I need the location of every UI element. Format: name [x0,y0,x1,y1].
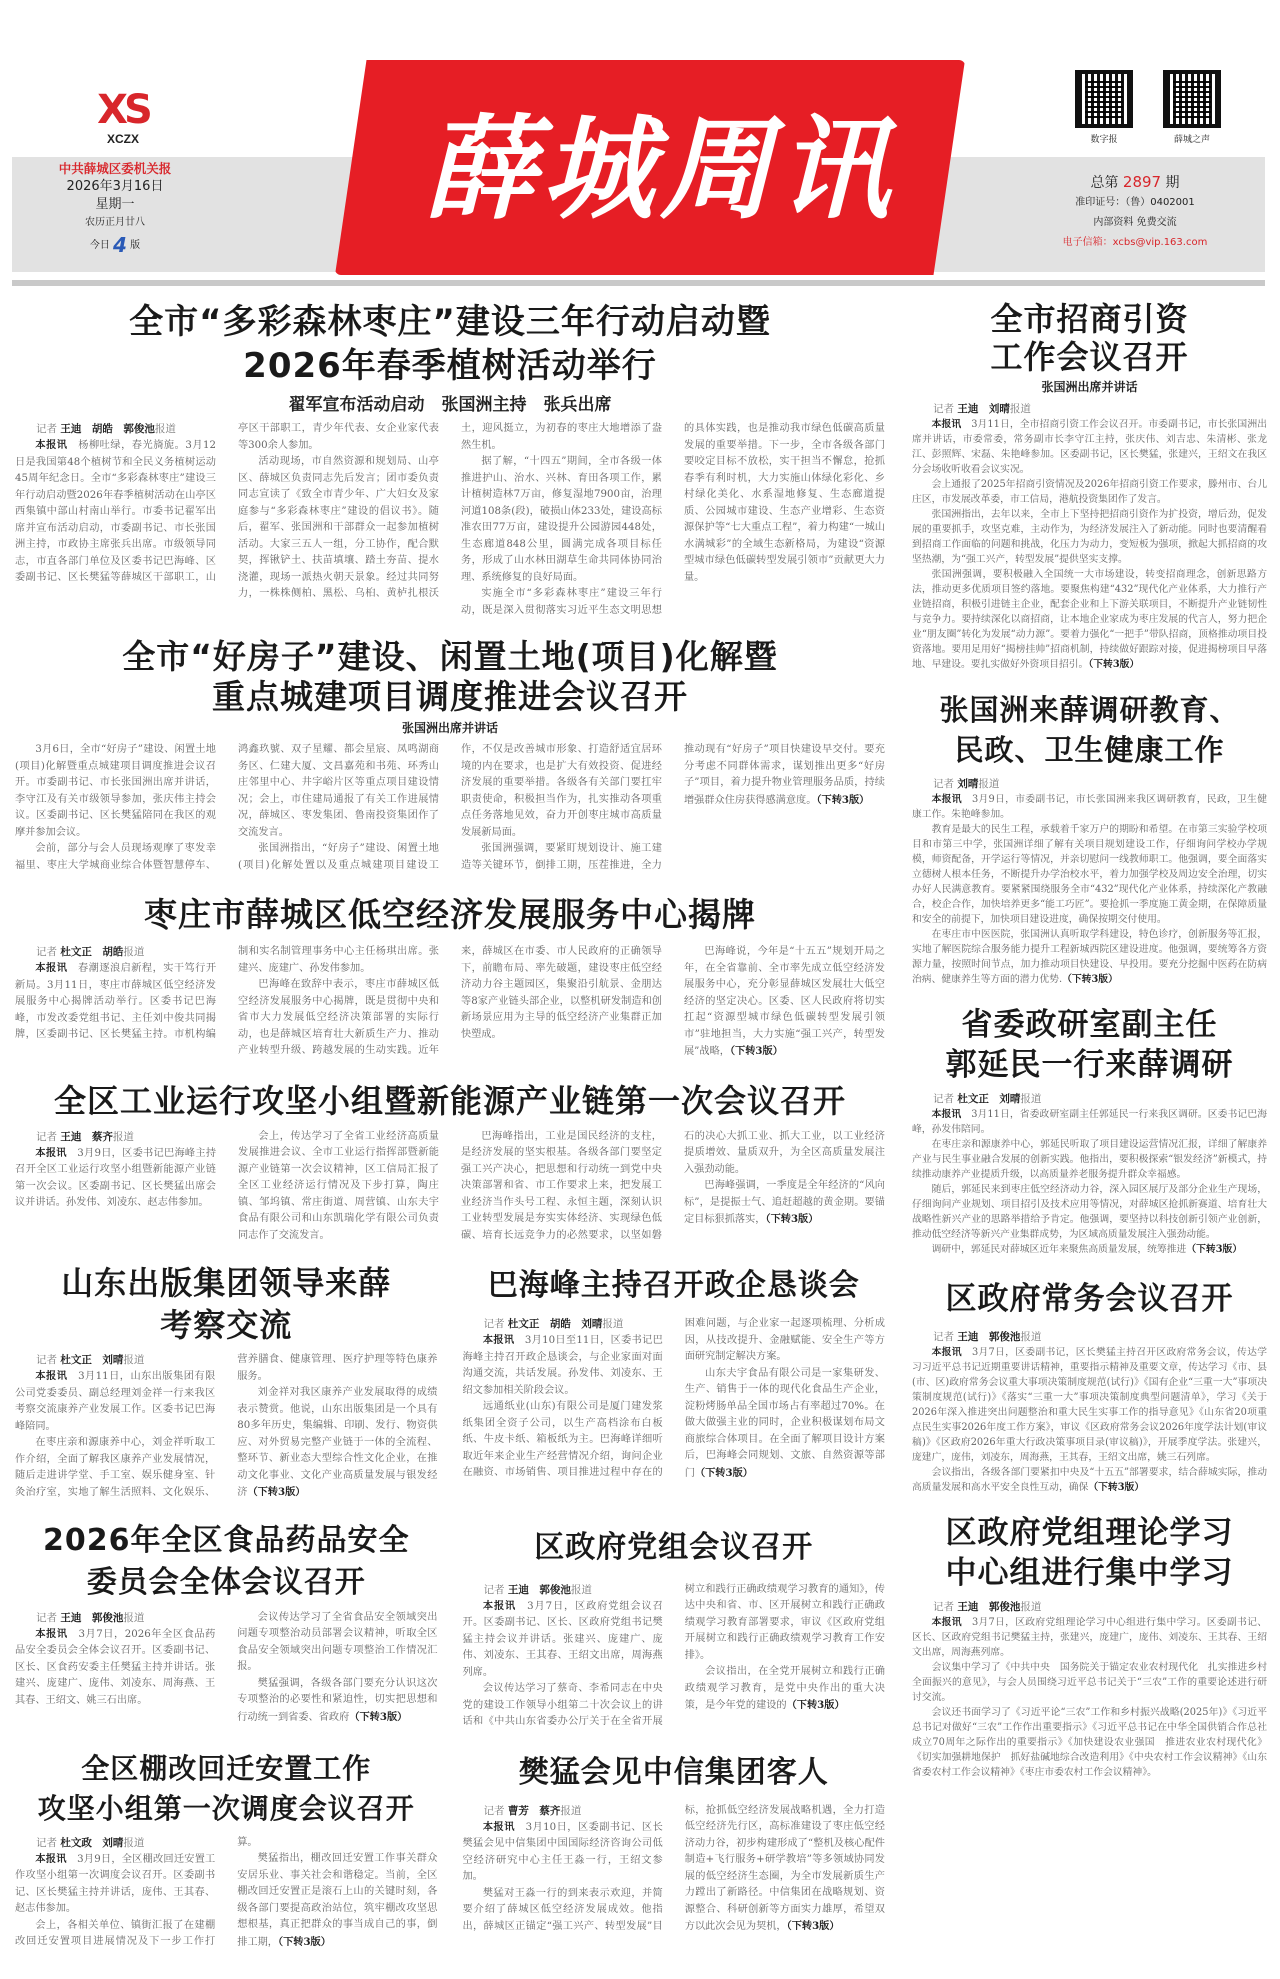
paragraph-text: 会议指出，在全党开展树立和践行正确政绩观学习教育，是党中央作出的重大决策，是今年党的建设的 [684,1666,885,1711]
paragraph [912,1705,1267,1780]
dateline-lead: 本报讯 [35,1852,67,1865]
paragraph-text: 3月7日，区委副书记，区长樊猛主持召开区政府常务会议，传达学习习近平总书记近期重要讲话精神，重要指示精神及重要文章，传达学习《市、县(市、区)政府常务会议重大事项决策制度规范(试行)》《国有企业“三重一大”事项决策制度规范(试行)》《落实“三重一大”事项决策制度典型问题清单》，学习《关于2026年深入推进突出问题整治和重大民生实事工作的指导意见》《山东省20项重点民生实事2026年度工作方案》，审议《区政府常务会议2026年度学法计划(审议稿)》《区政府2026年重大行政决策事项目录(审议稿)》，开展季度学法。张建兴，庞建广，庞伟，刘凌东，周海燕，王其春，王绍文出席，姚三石列席。 [912,1347,1268,1463]
paragraph-text: 会议传达学习了全省食品安全领域突出问题专项整治动员部署会议精神，听取全区食品安全领域突出问题专项整治工作情况汇报。 [237,1611,438,1672]
paragraph-text: 3月7日，2026年全区食品药品安全委员会全体会议召开。区委副书记、区长、区食药安委主任樊猛主持并讲话。张建兴、庞建广、庞伟、刘凌东、周海燕、王其春、王绍文、姚三石出席。 [15,1628,216,1706]
headline[interactable]: 区政府常务会议召开 [945,1281,1234,1317]
reporter-names: 杜文正 刘晴 [60,1354,124,1366]
masthead [0,0,1280,290]
article-body [463,1582,886,1731]
headline[interactable]: 全市“多彩森林枣庄”建设三年行动启动暨 [129,302,771,342]
article-body [15,944,885,1061]
reporter-names: 杜文正 刘晴 [957,1093,1021,1105]
byline-suffix: 报道 [112,1130,134,1143]
paragraph-text: 春潮逐浪启新程，实干笃行开新局。3月11日，枣庄市薛城区低空经济发展服务中心揭牌活动举行。区委书记巴海峰，市发改委党组书记、主任刘中俊共同揭牌，区委副书记、区长樊猛主持。市机构编制和实名制管理事务中心主任杨琪出席。张建兴、庞建广、孙发伟参加。 [15,946,439,1040]
headline[interactable]: 张国洲来薛调研教育、 [939,693,1240,727]
article-investment-meeting[interactable] [912,300,1267,672]
qr-label: 薛城之声 [1173,135,1210,145]
reporter-names: 王迪 郭俊池 [957,1601,1021,1613]
continued-on-page-3-link[interactable]: （下转3版） [1062,974,1118,985]
headline[interactable]: 山东出版集团领导来薛 [61,1264,392,1302]
byline [463,1582,663,1598]
reporter-names: 杜文政 刘晴 [60,1836,124,1849]
paragraph-text: 实施全市“多彩森林枣庄”建设三年行动，既是深入贯彻落实习近平生态文明思想的具体实践，也是推动我市绿色低碳高质量发展的重要举措。下一步，全市各级各部门要咬定目标不放松，实干担当不懈怠，抢抓春季有利时机，大力实施山体绿化彩化、乡村绿化美化、水系湿地修复、生态廊道提质、公园城市建设、生态产业增彩、生态资源保护等“七大重点工程”，着力构建“一城山水满城彩”的全域生态新格局，为建设“资源型城市绿色低碳转型发展引领市”贡献更大力量。 [461,423,885,616]
article-executive-meeting[interactable] [912,1275,1267,1495]
paragraph-text: 在枣庄亲和源康养中心，刘金祥听取工作介绍，全面了解我区康养产业发展情况，随后走进讲学堂、手工室、娱乐健身室、针灸治疗室，实地了解生活照料、文化娱乐、营养膳食、健康管理、医疗护理等特色康养服务。 [15,1354,438,1498]
headline[interactable]: 委员会全体会议召开 [86,1564,366,1600]
paragraph [685,1366,885,1483]
paragraph [684,1178,885,1229]
dateline-lead: 本报讯 [482,1820,515,1833]
paragraph-text: 樊猛对王淼一行的到来表示欢迎，并简要介绍了薛城区低空经济发展成效。他指出，薛城区正锚定“强工兴产、转型发展”目标，抢抓低空经济发展战略机遇，全力打造低空经济先行区，高标准建设了枣庄低空经济动力谷，初步构建形成了“整机及核心配件制造+飞行服务+研学教培”等多领域协同发展的低空经济生态圈，为全市发展新质生产力蹚出了新路径。中信集团在战略规划、资源整合、科研创新等方面实力雄厚，希望双方以此次会见为契机， [462,1804,885,1932]
paragraph [912,507,1267,567]
paragraph-text: 会议传达学习了蔡奇、李希同志在中央党的建设工作领导小组第二十次会议上的讲话和《中共山东省委办公厅关于在全省开展树立和践行正确政绩观学习教育的通知》，传达中央和省、市、区开展树立和践行正确政绩观学习教育部署要求，审议《区政府党组开展树立和践行正确政绩观学习教育工作安排》。 [462,1583,885,1727]
issue-suffix: 期 [1165,175,1180,191]
newspaper-title: 薛城周讯 [424,104,896,235]
paragraph-text: 会前，部分与会人员现场观摩了枣发幸福里、枣庄大学城商业综合体暨智慧停车、鸿鑫玖號、双子星耀、都会星宸、凤鸣湖商务区、仁建大厦、文昌嘉苑和书苑、环秀山庄邻里中心、井字峪片区等重点项目建设情况；会上，市住建局通报了有关工作进展情况，薛城区、枣发集团、鲁南投资集团作了交流发言。 [15,744,439,871]
byline-label: 记者 [483,1583,505,1596]
issue-prefix: 总第 [1090,175,1119,191]
article-body [15,1352,438,1502]
paragraph [237,1676,437,1727]
qr-label: 数字报 [1090,135,1118,145]
paragraph-text: 3月9日，市委副书记，市长张国洲来我区调研教育，民政，卫生健康工作。朱艳峰参加。 [912,794,1268,820]
paragraph [15,1368,215,1435]
qr-code-icon [1163,70,1221,128]
article-row [15,1749,885,1970]
reporter-names: 杜文正 胡皓 [60,946,124,958]
byline-suffix: 报道 [123,946,145,958]
byline [912,1329,1267,1345]
paragraph [463,1598,663,1682]
article-body [912,1329,1267,1495]
article-body [463,1316,886,1482]
paragraph-text: 3月6日，全市“好房子”建设、闲置土地(项目)化解暨重点城建项目调度推进会议召开。市委副书记、市长张国洲出席并讲话，李守江及有关市级领导参加，张庆伟主持会议。区委副书记、区长樊猛陪同在我区的观摩并参加会议。 [15,744,216,838]
paragraph [15,1145,216,1212]
paragraph-text: 3月7日，区政府党组会议召开。区委副书记、区长、区政府党组书记樊猛主持会议并讲话。张建兴、庞建广、庞伟、刘凌东、王其春、王绍文出席，周海燕列席。 [462,1600,663,1678]
continued-on-page-3-link[interactable]: （下转3版） [1186,1244,1243,1255]
article-body [463,1803,886,1936]
dateline-lead: 本报讯 [35,962,68,974]
headline[interactable]: 区政府党组会议召开 [534,1529,814,1565]
masthead-divider [12,280,1265,286]
byline-label: 记者 [933,1093,954,1105]
dateline-lead: 本报讯 [931,419,962,430]
byline-suffix: 报道 [123,1836,145,1849]
byline-suffix: 报道 [1020,1601,1042,1613]
headline[interactable]: 民政、卫生健康工作 [954,733,1225,767]
paragraph [237,1851,437,1951]
paragraph-text: 3月11日，山东出版集团有限公司党委委员、副总经理刘金祥一行来我区考察交流康养产业发展工作。区委书记巴海峰陪同。 [15,1371,216,1432]
article-body [912,401,1267,672]
paragraph [912,1242,1267,1257]
dateline-lead: 本报讯 [931,1347,962,1358]
headline[interactable]: 全区棚改回迁安置工作 [81,1751,372,1785]
byline [15,421,216,437]
qr-digital-paper[interactable] [1075,70,1133,145]
lunar-date: 农历正月廿八 [85,217,145,228]
paragraph [912,567,1267,672]
article-body [15,1129,885,1245]
issue-value: 2897 [1122,173,1162,191]
paragraph-text: 巴海峰强调，一季度是全年经济的“风向标”，是提振士气、追赶超越的黄金期。要锚定目标狠抓落实， [684,1180,885,1225]
newspaper-logo [88,88,158,146]
byline [15,944,216,960]
weekday: 星期一 [95,197,135,212]
reporter-names: 王迪 郭俊池 [957,1331,1021,1343]
dateline-lead: 本报讯 [931,1617,962,1628]
paragraph-text: 樊猛指出，棚改回迁安置工作事关群众安居乐业、事关社会和谐稳定。当前，全区棚改回迁安置正是滚石上山的关键时刻，各级各部门要提高政治站位，筑牢棚改攻坚思想根基，真正把群众的事当成自己的事，倒排工期， [237,1853,438,1948]
byline [15,1610,215,1626]
byline [912,401,1267,417]
article-body [912,1091,1267,1257]
article-forest-zaozhuang[interactable] [15,300,885,619]
paragraph [912,1137,1267,1182]
byline-suffix: 报道 [1020,1093,1042,1105]
article-body [912,1599,1267,1780]
paragraph-text: 随后，郭延民来到枣庄低空经济动力谷，深入园区展厅及部分企业生产现场，仔细询问产业规划、项目招引及技术应用等情况，对薛城区抢抓新赛道、培育壮大战略性新兴产业的思路举措给予肯定。他强调，要坚持以科技创新引领产业创新，推动低空经济等新兴产业集群成势，为区域高质量发展注入强劲动能。 [912,1184,1267,1240]
paragraph [912,927,1267,987]
qr-xuecheng-voice[interactable] [1163,70,1221,145]
byline-label: 记者 [36,1611,57,1624]
page-count-prefix: 今日 [89,240,110,251]
paragraph-text: 3月7日，区政府党组理论学习中心组进行集中学习。区委副书记、区长、区政府党组书记樊猛主持，张建兴，庞建广，庞伟、刘凌东、王其春、王绍文出席，周海燕列席。 [912,1617,1268,1658]
byline-label: 记者 [933,1601,954,1613]
byline-label: 记者 [933,778,954,790]
byline-label: 记者 [483,1804,505,1817]
subheadline: 翟军宣布活动启动 张国洲主持 张兵出席 [288,395,612,415]
internal-note: 内部资料 免费交流 [1093,217,1177,228]
article-theory-study[interactable] [912,1513,1267,1780]
paragraph [912,1345,1267,1465]
paragraph [461,454,662,586]
article-row [15,1262,885,1520]
continued-on-page-3-link[interactable]: （下转3版） [816,793,870,806]
headline[interactable]: 考察交流 [160,1306,293,1344]
paragraph-text: 在枣庄市中医医院，张国洲认真听取学科建设，特色诊疗，创新服务等汇报，实地了解医院综合服务能力提升工程新城西院区建设进度。他强调，要统筹各方资源力量，按照时间节点，加力推动项目快建设、早投用。要充分挖掘中医药在防病治病、健康养生等方面的潜力优势. [912,929,1267,985]
article-body [912,776,1267,987]
continued-on-page-3-link[interactable]: （下转3版） [694,1466,753,1479]
continued-on-page-3-link[interactable]: （下转3版） [349,1710,408,1723]
byline-suffix: 报道 [1009,403,1031,415]
paragraph-text: 在枣庄亲和源康养中心，郭延民听取了项目建设运营情况汇报，详细了解康养产业与民生事业融合发展的创新实践。他指出，要积极探索“银发经济”新模式，持续推动康养产业提质升级，以高质量养老服务提升群众幸福感。 [912,1139,1267,1180]
right-column [912,300,1267,1969]
paragraph [684,944,885,1061]
headline[interactable]: 枣庄市薛城区低空经济发展服务中心揭牌 [144,895,756,934]
continued-on-page-3-link[interactable]: （下转3版） [786,1699,845,1711]
article-provincial-research[interactable] [912,1005,1267,1257]
dateline-lead: 本报讯 [931,1109,962,1120]
headline[interactable]: 2026年全区食品药品安全 [43,1522,410,1558]
headline[interactable]: 全市“好房子”建设、闲置土地(项目)化解暨 [122,637,778,676]
paragraph-text: 3月11日，省委政研室副主任郭延民一行来我区调研。区委书记巴海峰，孙发伟陪同。 [912,1109,1268,1135]
paragraph-text: 巴海峰说，今年是“十五五”规划开局之年，在全省靠前、全市率先成立低空经济发展服务中心，充分彰显薛城区发展壮大低空经济的坚定决心。区委、区人民政府将切实扛起“资源型城市绿色低碳转型发展引领市”驻地担当，大力实施“强工兴产，转型发展”战略， [684,946,885,1057]
paragraph-text: 会议指出，各级各部门要紧扣中央及“十五五”部署要求，结合薛城实际，推动高质量发展和高水平安全良性互动，确保 [912,1467,1267,1493]
headline[interactable]: 攻坚小组第一次调度会议召开 [37,1791,415,1825]
byline [912,776,1267,792]
reporter-names: 王迪 郭俊池 [507,1583,571,1596]
paragraph [912,1182,1267,1242]
paragraph-text: 3月9日，区委书记巴海峰主持召开全区工业运行攻坚小组暨新能源产业链第一次会议。区委副书记、区长樊猛出席会议并讲话。孙发伟、刘凌东、赵志伟参加。 [15,1147,217,1208]
dateline-lead: 本报讯 [482,1599,517,1612]
paragraph [912,792,1267,822]
paragraph-text: 会上，各相关单位、镇街汇报了在建棚改回迁安置项目进展情况及下一步工作打算。 [15,1836,258,1947]
page-count-number: 4 [113,233,127,257]
byline-label: 记者 [36,423,57,435]
byline-suffix: 报道 [123,1611,145,1624]
headline[interactable]: 工作会议召开 [990,338,1189,376]
byline-label: 记者 [36,1836,57,1849]
dateline-lead: 本报讯 [931,794,962,805]
dateline-lead: 本报讯 [482,1334,515,1346]
page-count-suffix: 版 [130,240,141,251]
headline[interactable]: 重点城建项目调度推进会议召开 [212,677,688,716]
headline[interactable]: 全市招商引资 [990,300,1189,338]
paragraph-text: 活动现场，市自然资源和规划局、山亭区、薛城区负责同志先后发言；团市委负责同志宣读了《致全市青少年、广大妇女及家庭参与“多彩森林枣庄”建设的倡议书》。随后，翟军、张国洲和干部群众一起参加植树活动。大家三五人一组，分工协作，配合默契，挥锹铲土、扶苗填壤、踏土夯苗、提水浇灌，现场一派热火朝天景象。经过共同努力，一株株侧柏、黑松、乌桕、黄栌扎根沃土，迎风挺立，为初春的枣庄大地增添了盎然生机。 [238,423,662,599]
headline[interactable]: 2026年春季植树活动举行 [243,346,657,386]
headline[interactable]: 省委政研室副主任 [961,1007,1218,1043]
paragraph-text: 会上通报了2025年招商引资情况及2026年招商引资工作要求，滕州市、台儿庄区，市发展改革委，市工信局，港航投资集团作了发言。 [912,479,1267,505]
article-body [15,1835,438,1952]
dateline-lead: 本报讯 [35,1146,67,1159]
qr-code-icon [1075,70,1133,128]
byline [463,1316,663,1332]
continued-on-page-3-link[interactable]: （下转3版） [765,1213,819,1225]
article-shandong-publishing[interactable] [15,1262,438,1502]
headline[interactable]: 全区工业运行攻坚小组暨新能源产业链第一次会议召开 [53,1081,846,1120]
paragraph-text: 3月11日，全市招商引资工作会议召开。市委副书记，市长张国洲出席并讲话，市委常委，常务副市长李守江主持，张庆伟、刘吉忠、朱清彬、张龙江、彭照辉、宋磊、朱艳峰参加。区委副书记，区长樊猛，张建兴，王绍文在我区分会场收听收看会议实况。 [912,419,1268,475]
publication-info [40,160,190,255]
paragraph-text: 3月10日至11日，区委书记巴海峰主持召开政企恳谈会，与企业家面对面沟通交流，共话发展。孙发伟、刘凌东、王绍文参加相关阶段会议。 [462,1335,663,1396]
paragraph [912,1107,1267,1137]
byline [912,1091,1267,1107]
reporter-names: 王迪 蔡齐 [60,1130,113,1143]
paragraph-text: 张国洲指出，“好房子”建设、闲置土地(项目)化解处置以及重点城建项目建设工作，不仅是改善城市形象、打造舒适宜居环境的内在要求，也是扩大有效投资、促进经济发展的重要举措。各级各有关部门要扛牢职责使命，积极担当作为，扎实推动各项重点任务落地见效，奋力开创枣庄城市高质量发展新局面。 [238,744,662,871]
paragraph-text: 巴海峰在致辞中表示，枣庄市薛城区低空经济发展服务中心揭牌，既是贯彻中央和省市大力发展低空经济决策部署的实际行动，也是薛城区培育壮大新质生产力、推动产业转型升级、跨越发展的生动实践。近年来，薛城区在市委、市人民政府的正确领导下，前瞻布局、率先破题，建设枣庄低空经济动力谷主题园区，集聚沿引航景、金朋达等8家产业链头部企业，以整机研发制造和创新场景应用为主导的低空经济产业集群正加快塑成。 [238,946,662,1056]
byline [463,1803,663,1819]
article-low-altitude-center[interactable] [15,892,885,1061]
article-education-inspection[interactable] [912,690,1267,987]
article-shantytown-resettlement[interactable] [15,1749,438,1952]
paragraph [238,1129,439,1245]
article-food-drug-safety[interactable] [15,1520,438,1731]
continued-on-page-3-link[interactable]: （下转3版） [278,1935,331,1948]
reporter-names: 王迪 胡皓 郭俊池 [60,423,155,435]
paragraph-text: 会议还书面学习了《习近平论“三农”工作和乡村振兴战略(2025年)》《习近平总书记对做好“三农”工作作出重要指示》《习近平总书记在中华全国供销合作总社成立70周年之际作出的重要指示》《加快建设农业强国 推进农业农村现代化》《切实加强耕地保护 抓好盐碱地综合改造利用》《中央农村工作会议精神》《山东省委农村工作会议精神》《枣庄市委农村工作会议精神》。 [912,1707,1267,1778]
headline[interactable]: 中心组进行集中学习 [945,1555,1234,1591]
paragraph-text: 杨柳吐绿，春光旖旎。3月12日是我国第48个植树节和全民义务植树运动45周年纪念日。全市“多彩森林枣庄”建设三年行动启动暨2026年春季植树活动在山亭区西集镇中部山村南山举行。市委书记翟军出席并宣布活动启动，市委副书记、市长张国洲主持，市政协主席张兵出席。市级领导同志，市直各部门单位及区委书记巴海峰、区委副书记、区长樊猛等薛城区干部职工，山亭区干部职工，青少年代表、女企业家代表等300余人参加。 [15,423,439,583]
continued-on-page-3-link[interactable]: （下转3版） [247,1486,306,1498]
byline-label: 记者 [933,1331,954,1343]
paragraph [463,1819,663,1886]
article-enterprise-talk[interactable] [463,1262,886,1502]
paragraph-text: 3月10日，区委副书记、区长樊猛会见中信集团中国国际经济咨询公司低空经济研究中心主任王淼一行，王绍文参加。 [462,1821,663,1882]
byline-suffix: 报道 [154,423,176,435]
logo-text: XCZX [106,132,139,146]
page-count [40,233,190,257]
byline-suffix: 报道 [602,1318,624,1330]
issue-number [1040,172,1230,193]
subheadline: 张国洲出席并讲话 [401,721,498,735]
dateline-lead: 本报讯 [35,439,68,451]
article-party-group-meeting[interactable] [463,1520,886,1731]
byline [912,1599,1267,1615]
reporter-names: 刘晴 [957,778,979,790]
article-body [15,421,885,619]
byline-suffix: 报道 [1020,1331,1042,1343]
paragraph-text: 巴海峰指出，工业是国民经济的支柱，是经济发展的坚实根基。各级各部门要坚定强工兴产决心，把思想和行动统一到党中央决策部署和省、市工作要求上来，把发展工业经济当作头号工程、永恒主题，深刻认识工业转型发展是夯实实体经济、实现绿色低碳、培育长远竞争力的必然要求，以坚如磐石的决心大抓工业、抓大工业，以工业经济提质增效、量质双升，为全区高质量发展注入强劲动能。 [461,1130,885,1241]
reporter-names: 王迪 刘晴 [957,403,1010,415]
headline[interactable]: 郭延民一行来薛调研 [945,1047,1234,1083]
paragraph [15,1626,215,1710]
paragraph [237,1385,437,1502]
byline-label: 记者 [36,946,57,958]
paragraph [15,1851,215,1918]
paragraph-text: 会上，传达学习了全省工业经济高质量发展推进会议、全市工业运行指挥部暨新能源产业链第一次会议精神，区工信局汇报了全区工业经济运行情况及下步打算，陶庄镇、邹坞镇、常庄街道、周营镇、山东夫宇食品有限公司和山东凯瑞化学有限公司负责同志作了交流发言。 [238,1130,439,1241]
issue-date: 2026年3月16日 [66,179,164,194]
paragraph [912,1660,1267,1705]
paragraph [15,742,216,841]
paragraph-text: 据了解，“十四五”期间，全市各级一体推进护山、治水、兴林、育田各项工作，累计植树造林7万亩，修复湿地7900亩，治理河道108条(段)，破损山体233处，建设高标准农田77万亩，建设提升公园游园448处，生态廊道848公里，圆满完成各项目标任务，形成了山水林田湖草生命共同体协同治理、系统修复的良好局面。 [461,456,662,583]
byline-label: 记者 [36,1354,57,1366]
article-body [15,742,885,874]
byline [15,1835,215,1851]
byline-suffix: 报道 [123,1354,145,1366]
byline-suffix: 报道 [570,1583,592,1596]
paragraph [912,1465,1267,1495]
article-body [15,1610,438,1727]
byline-label: 记者 [483,1318,505,1330]
reporter-names: 曹芳 蔡齐 [507,1804,561,1817]
byline-suffix: 报道 [560,1804,582,1817]
paragraph-text: 调研中，郭延民对薛城区近年来聚焦高质量发展，统筹推进 [931,1244,1187,1255]
permit-number: 准印证号：（鲁）0402001 [1075,197,1195,208]
paragraph-text: 张国洲指出，去年以来，全市上下坚持把招商引资作为扩投资，增后劲，促发展的重要抓手，攻坚克难，主动作为，为经济发展注入了新动能。同时也要清醒看到招商工作面临的问题和挑战，化压力为动力，变短板为强项，掀起大抓招商的攻坚热潮，为“强工兴产，转型发展”提供坚实支撑。 [912,509,1267,565]
reporter-names: 杜文正 胡皓 刘晴 [507,1318,603,1330]
byline-suffix: 报道 [978,778,1000,790]
paragraph [237,1610,437,1676]
continued-on-page-3-link[interactable]: （下转3版） [729,1045,783,1057]
issue-info [1040,172,1230,253]
paragraph-text: 张国洲强调，要积极融入全国统一大市场建设，转变招商理念，创新思路方法，推动更多优质项目签约落地。要聚焦构建“432”现代化产业体系，大力推行产业链招商，积极引进链主企业，配套企业和上下游关联项目，不断提升产业链韧性与竞争力。要持续深化以商招商，让本地企业家成为枣庄发展的代言人，努力把企业“朋友圈”转化为发展“动力源”。要着力强化“一把手”带队招商，顶格推动项目投资落地。要用足用好“揭榜挂帅”招商机制，持续做好跟踪对接，促进揭榜项目早落地、早建设。要扎实做好外资项目招引。 [912,569,1267,670]
dateline-lead: 本报讯 [35,1627,68,1640]
paragraph [463,1332,663,1399]
paragraph [685,1664,885,1715]
dateline-lead: 本报讯 [35,1370,68,1382]
xczx-logo-icon: XS [97,87,149,133]
continued-on-page-3-link[interactable]: （下转3版） [786,1920,840,1932]
paragraph-text: 教育是最大的民生工程，承载着千家万户的期盼和希望。在市第三实验学校项目和市第三中学，张国洲详细了解有关项目规划建设工作，仔细询问学校办学规模，师资配备，开学运行等情况，并亲切慰问一线教师职工。他强调，要全面落实立德树人根本任务，不断提升办学治校水平，着力加强学校及周边安全治理，切实办好人民满意教育。要紧紧围绕服务全市“432”现代化产业体系，持续深化产教融合，校企合作，加快培养更多“能工巧匠”。要抢抓一季度施工黄金期，在保障质量和安全的前提下，加快项目建设进度，确保按期交付使用。 [912,824,1267,925]
paragraph [912,417,1267,477]
email: 电子信箱：xcbs@vip.163.com [1062,237,1208,248]
byline-label: 记者 [36,1130,57,1143]
article-row [15,1520,885,1749]
reporter-names: 王迪 郭俊池 [60,1611,124,1624]
continued-on-page-3-link[interactable]: （下转3版） [1088,1482,1145,1493]
paragraph-text: 远通纸业(山东)有限公司是厦门建发浆纸集团全资子公司，以生产高档涂布白板纸、牛皮卡纸、箱板纸为主。巴海峰详细听取近年来企业生产经营情况介绍，询问企业在融资、市场销售、项目推进过程中存在的困难问题，与企业家一起逐项梳理、分析成因，从技改提升、金融赋能、安全生产等方面研究制定解决方案。 [462,1318,885,1478]
paragraph-text: 会议集中学习了《中共中央 国务院关于锚定农业农村现代化 扎实推进乡村全面振兴的意见》，与会人员围绕习近平总书记关于“三农”工作的重要论述进行研讨交流。 [912,1662,1267,1703]
headline[interactable]: 樊猛会见中信集团客人 [518,1754,829,1790]
subheadline: 张国洲出席并讲话 [1041,380,1138,394]
paragraph-text: 刘金祥对我区康养产业发展取得的成绩表示赞赏。他说，山东出版集团是一个具有80多年历史，集编辑、印刷、发行、物资供应、对外贸易完整产业链于一体的全流程、整环节、新业态大型综合性文化企业，在推动文化事业、文化产业高质量发展与银发经济 [237,1387,438,1498]
article-industry-group[interactable] [15,1079,885,1245]
paragraph-text: 3月9日，全区棚改回迁安置工作攻坚小组第一次调度会议召开。区委副书记、区长樊猛主持并讲话，庞伟、王其春、赵志伟参加。 [15,1853,216,1914]
article-good-housing[interactable] [15,637,885,874]
continued-on-page-3-link[interactable]: （下转3版） [1088,659,1140,670]
byline [15,1129,216,1145]
headline[interactable]: 区政府党组理论学习 [945,1515,1234,1551]
paragraph-text: 山东夫宇食品有限公司是一家集研发、生产、销售于一体的现代化食品生产企业，淀粉烤肠单品全国市场占有率超过70%。在做大做强主业的同时，企业积极谋划布局文商旅综合体项目。在全面了解项目设计方案后，巴海峰会同规划、文旅、自然资源等部门 [684,1367,885,1479]
paragraph [912,822,1267,927]
main-column [15,300,885,1969]
front-page-content [0,290,1280,1979]
paragraph-text: 樊猛强调，各级各部门要充分认识这次专项整治的必要性和紧迫性，切实把思想和行动统一到省委、省政府 [237,1677,438,1723]
paragraph-text: 张国洲强调，要紧盯规划设计、施工建造等关键环节，倒排工期，压茬推进，全力推动现有“好房子”项目快建设早交付。要充分考虑不同群体需求，谋划推出更多“好房子”项目，着力提升物业管理服务品质，持续增强群众住房获得感满意度。 [461,744,885,871]
article-citic-meeting[interactable] [463,1749,886,1952]
byline [15,1352,215,1368]
publisher: 中共薛城区委机关报 [58,161,172,176]
paragraph [912,477,1267,507]
paragraph [912,1615,1267,1660]
byline-label: 记者 [933,403,954,415]
headline[interactable]: 巴海峰主持召开政企恳谈会 [487,1268,860,1303]
